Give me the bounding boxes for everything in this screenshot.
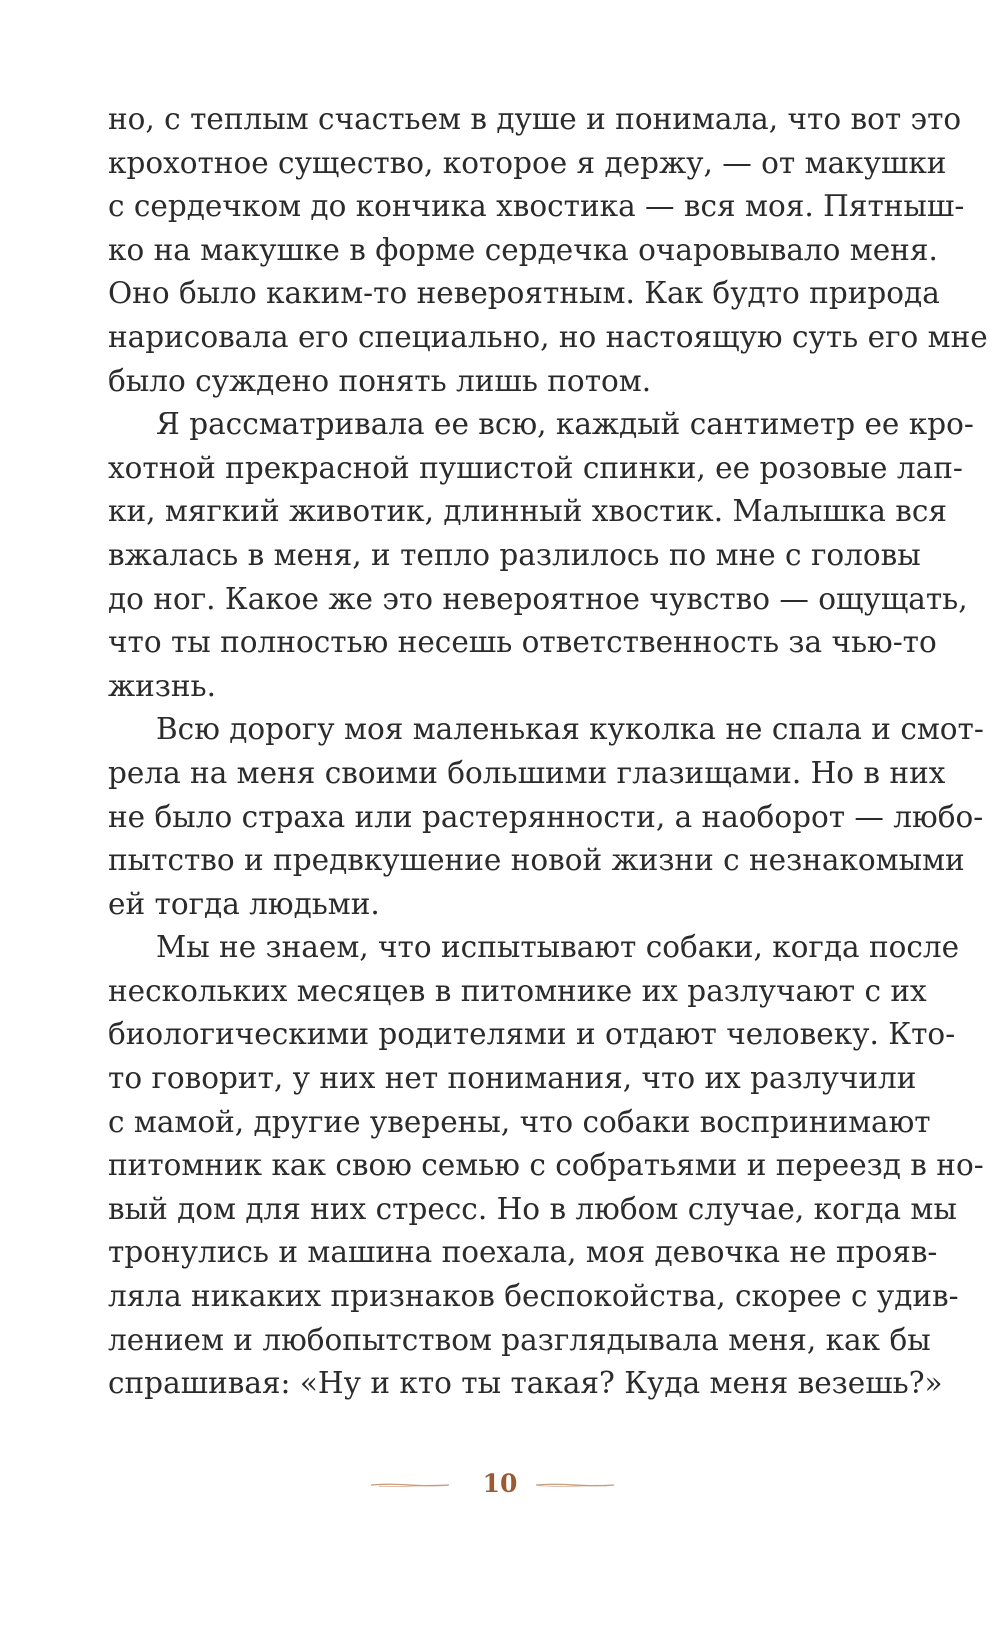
text-line: ляла никаких признаков беспокойства, скорее с удив- [108,1279,959,1314]
text-line: нескольких месяцев в питомнике их разлучают с их [108,973,927,1008]
text-line: но, с теплым счастьем в душе и понимала, что вот это [108,102,962,136]
text-line: хотной прекрасной пушистой спинки, ее розовые лап- [108,450,963,485]
text-line: ки, мягкий животик, длинный хвостик. Малышка вся [108,494,948,529]
text-line: питомник как свою семью с собратьями и переезд в но- [108,1148,984,1183]
text-line: жизнь. [108,668,216,703]
page-footer [0,1466,1000,1506]
text-line: крохотное существо, которое я держу, — от макушки [108,145,947,180]
text-line: Оно было каким-то невероятным. Как будто природа [108,276,940,311]
text-line: с мамой, другие уверены, что собаки воспринимают [108,1104,931,1139]
text-line: вжалась в меня, и тепло разлилось по мне с головы [108,537,921,572]
ornament-right-icon [534,1480,616,1490]
text-line: лением и любопытством разглядывала меня, как бы [108,1322,931,1357]
text-line: Мы не знаем, что испытывают собаки, когда после [156,930,960,965]
text-line: что ты полностью несешь ответственность за чью-то [108,625,937,660]
text-line: пытство и предвкушение новой жизни с незнакомыми [108,843,965,878]
body-text [108,98,988,1406]
text-line: ко на макушке в форме сердечка очаровывало меня. [108,232,938,267]
text-line: до ног. Какое же это невероятное чувство — ощущать, [108,581,968,616]
text-line: спрашивая: «Ну и кто ты такая? Куда меня везешь?» [108,1366,943,1401]
page-number: 10 [482,1469,518,1498]
text-line: биологическими родителями и отдают человеку. Кто- [108,1017,956,1052]
text-line: то говорит, у них нет понимания, что их разлучили [108,1061,917,1096]
ornament-left-icon [369,1480,451,1490]
text-line: было суждено понять лишь потом. [108,363,652,398]
text-line: нарисовала его специально, но настоящую суть его мне [108,319,988,354]
text-line: рела на меня своими большими глазищами. Но в них [108,755,946,790]
text-line: ей тогда людьми. [108,886,380,921]
text-line: Всю дорогу моя маленькая куколка не спала и смот- [156,712,984,747]
text-line: с сердечком до кончика хвостика — вся моя. Пятныш- [108,189,965,224]
text-line: не было страха или растерянности, а наоборот — любо- [108,799,984,834]
text-line: тронулись и машина поехала, моя девочка не прояв- [108,1235,938,1270]
text-line: вый дом для них стресс. Но в любом случае, когда мы [108,1191,957,1226]
text-line: Я рассматривала ее всю, каждый сантиметр ее кро- [156,407,974,442]
